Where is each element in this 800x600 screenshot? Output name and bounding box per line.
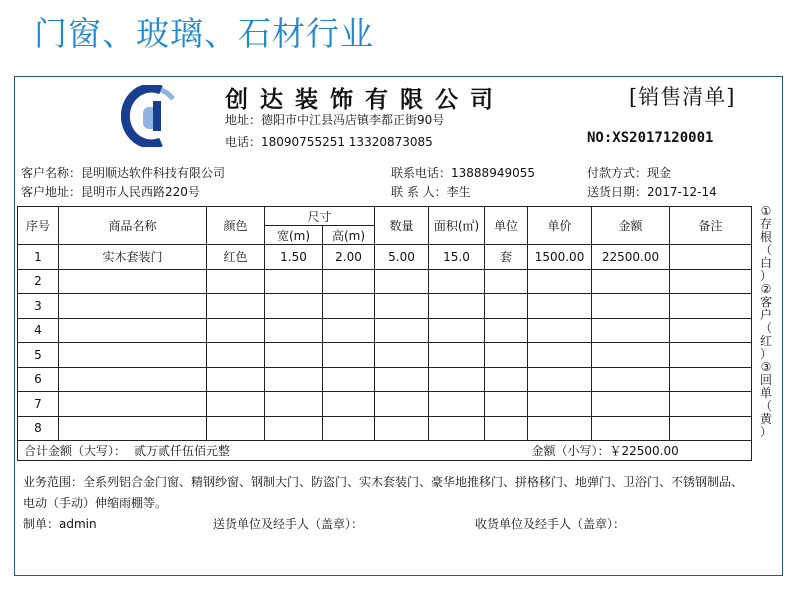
cell-area	[429, 294, 485, 319]
customer-name-field	[21, 164, 225, 181]
header-unit: 单位	[485, 207, 528, 245]
delivery-date-label: 送货日期：	[587, 185, 648, 199]
total-lower-label: 金额（小写）：	[531, 444, 610, 458]
cell-price	[528, 367, 592, 392]
contact-phone-label: 联系电话：	[391, 166, 452, 180]
delivery-date-field	[587, 183, 717, 200]
table-row	[18, 269, 752, 294]
cell-note	[670, 294, 752, 319]
table-row	[18, 318, 752, 343]
cell-color	[207, 367, 265, 392]
customer-name-label: 客户名称：	[21, 166, 82, 180]
cell-note	[670, 343, 752, 368]
cell-note	[670, 367, 752, 392]
copy-return: ③ 回 单 （ 黄 ）	[759, 360, 772, 439]
table-row	[18, 343, 752, 368]
cell-height	[323, 416, 375, 441]
cell-amount	[592, 294, 670, 319]
cell-area	[429, 367, 485, 392]
page-heading: 门窗、玻璃、石材行业	[34, 14, 374, 53]
cell-width	[265, 392, 323, 417]
cell-product	[59, 318, 207, 343]
business-scope: 业务范围：全系列铝合金门窗、精钢纱窗、钢制大门、防盗门、实木套装门、豪华地推移门、拼格移门、地弹门、卫浴门、不锈钢制品、电动（手动）伸缩雨棚等。	[23, 475, 744, 510]
cell-unit	[485, 392, 528, 417]
cell-amount	[592, 392, 670, 417]
cell-color	[207, 294, 265, 319]
cell-seq: 8	[18, 416, 59, 441]
header-qty: 数量	[375, 207, 429, 245]
cell-price	[528, 392, 592, 417]
total-upper-value: 贰万贰仟伍佰元整	[134, 444, 231, 458]
payment-value: 现金	[647, 166, 672, 180]
cell-product	[59, 269, 207, 294]
cell-height	[323, 294, 375, 319]
contact-phone-value: 13888949055	[451, 166, 535, 180]
header-price: 单价	[528, 207, 592, 245]
cell-height	[323, 318, 375, 343]
cell-product	[59, 294, 207, 319]
cell-height	[323, 343, 375, 368]
cell-unit	[485, 343, 528, 368]
cell-qty	[375, 294, 429, 319]
header-size: 尺寸	[265, 207, 375, 226]
payment-label: 付款方式：	[587, 166, 648, 180]
cell-seq: 7	[18, 392, 59, 417]
maker: 制单：admin	[23, 517, 97, 531]
cell-amount: 22500.00	[592, 245, 670, 270]
document-number: NO:XS2017120001	[587, 130, 714, 146]
cell-area	[429, 318, 485, 343]
total-lower-value: ￥22500.00	[609, 444, 679, 458]
cell-width	[265, 269, 323, 294]
cell-seq: 5	[18, 343, 59, 368]
cell-note	[670, 318, 752, 343]
cell-width	[265, 367, 323, 392]
header-height: 高(m)	[323, 226, 375, 245]
cell-color	[207, 269, 265, 294]
company-phone: 电话：18090755251 13320873085	[225, 135, 433, 149]
customer-name-value: 昆明顺达软件科技有限公司	[81, 166, 226, 180]
cell-width	[265, 343, 323, 368]
cell-product	[59, 392, 207, 417]
cell-unit	[485, 367, 528, 392]
cell-width	[265, 318, 323, 343]
cell-note	[670, 245, 752, 270]
cell-price	[528, 343, 592, 368]
cell-note	[670, 269, 752, 294]
customer-address-label: 客户地址：	[21, 185, 82, 199]
cell-price	[528, 269, 592, 294]
cell-amount	[592, 367, 670, 392]
table-row	[18, 245, 752, 270]
cell-unit	[485, 416, 528, 441]
payment-field	[587, 164, 671, 181]
cell-amount	[592, 318, 670, 343]
cell-area	[429, 392, 485, 417]
cell-amount	[592, 269, 670, 294]
delivery-date-value: 2017-12-14	[647, 185, 717, 199]
copy-customer: ② 客 户 （ 红 ）	[759, 282, 772, 361]
receiver-signature: 收货单位及经手人（盖章）：	[475, 517, 626, 531]
sender-signature: 送货单位及经手人（盖章）：	[213, 517, 364, 531]
cell-height: 2.00	[323, 245, 375, 270]
cell-width: 1.50	[265, 245, 323, 270]
cell-area	[429, 269, 485, 294]
items-table	[17, 206, 752, 461]
table-row	[18, 416, 752, 441]
cell-price	[528, 318, 592, 343]
cell-seq: 4	[18, 318, 59, 343]
copy-stub: ① 存 根 （ 白 ）	[759, 204, 772, 283]
cell-area	[429, 416, 485, 441]
cell-price: 1500.00	[528, 245, 592, 270]
cell-qty: 5.00	[375, 245, 429, 270]
copy-distribution	[753, 204, 779, 439]
contact-person-value: 李生	[446, 185, 471, 199]
cell-qty	[375, 318, 429, 343]
cell-unit	[485, 269, 528, 294]
contact-phone-field	[391, 164, 535, 181]
cell-width	[265, 294, 323, 319]
header-width: 宽(m)	[265, 226, 323, 245]
cell-unit: 套	[485, 245, 528, 270]
cell-color	[207, 318, 265, 343]
cell-area	[429, 343, 485, 368]
cell-price	[528, 416, 592, 441]
cell-unit	[485, 318, 528, 343]
table-row	[18, 392, 752, 417]
cell-qty	[375, 392, 429, 417]
total-row	[18, 441, 752, 461]
cell-seq: 1	[18, 245, 59, 270]
header-color: 颜色	[207, 207, 265, 245]
cell-width	[265, 416, 323, 441]
header-seq: 序号	[18, 207, 59, 245]
customer-address-field	[21, 183, 200, 200]
cell-price	[528, 294, 592, 319]
cell-qty	[375, 416, 429, 441]
total-lower	[532, 442, 679, 459]
company-name: 创达装饰有限公司	[225, 86, 505, 113]
document-type: [销售清单]	[629, 85, 736, 109]
cell-note	[670, 392, 752, 417]
cell-amount	[592, 416, 670, 441]
company-logo	[121, 85, 179, 147]
cell-product: 实木套装门	[59, 245, 207, 270]
customer-address-value: 昆明市人民西路220号	[81, 185, 200, 199]
table-row	[18, 367, 752, 392]
cell-seq: 2	[18, 269, 59, 294]
cell-amount	[592, 343, 670, 368]
cell-unit	[485, 294, 528, 319]
cell-color	[207, 392, 265, 417]
cell-product	[59, 343, 207, 368]
cell-color: 红色	[207, 245, 265, 270]
cell-seq: 6	[18, 367, 59, 392]
sales-slip	[14, 76, 783, 576]
cell-height	[323, 269, 375, 294]
cell-height	[323, 367, 375, 392]
header-amount: 金额	[592, 207, 670, 245]
cell-product	[59, 367, 207, 392]
cell-product	[59, 416, 207, 441]
cell-note	[670, 416, 752, 441]
cell-qty	[375, 269, 429, 294]
cell-qty	[375, 367, 429, 392]
cell-seq: 3	[18, 294, 59, 319]
header-product: 商品名称	[59, 207, 207, 245]
cell-color	[207, 416, 265, 441]
header-area: 面积(㎡)	[429, 207, 485, 245]
cell-area: 15.0	[429, 245, 485, 270]
table-row	[18, 294, 752, 319]
cell-qty	[375, 343, 429, 368]
header-note: 备注	[670, 207, 752, 245]
contact-person-field	[391, 183, 471, 200]
cell-height	[323, 392, 375, 417]
contact-person-label: 联 系 人：	[391, 185, 447, 199]
company-address: 地址：德阳市中江县冯店镇李都正街90号	[225, 113, 445, 127]
total-upper-label: 合计金额（大写）：	[24, 444, 127, 458]
cell-color	[207, 343, 265, 368]
